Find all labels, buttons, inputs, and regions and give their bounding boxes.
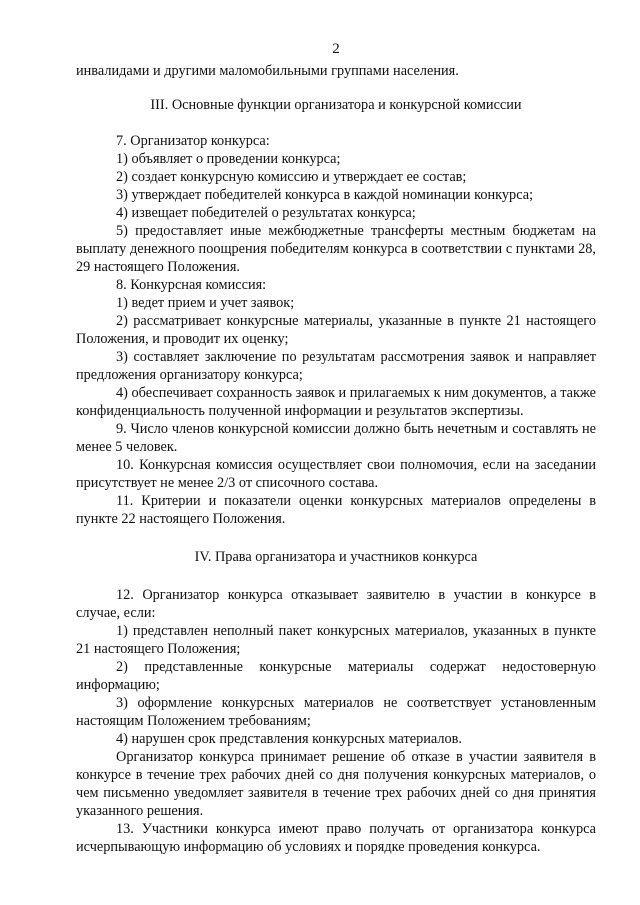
paragraph-12-item-1: 1) представлен неполный пакет конкурсных материалов, указанных в пункте 21 настоящего Положения; xyxy=(76,623,596,657)
paragraph-7-item-4: 4) извещает победителей о результатах конкурса; xyxy=(116,205,416,221)
continued-line: инвалидами и другими маломобильными группами населения. xyxy=(76,63,459,79)
document-page xyxy=(76,40,596,856)
paragraph-8: 8. Конкурсная комиссия: xyxy=(116,277,267,293)
paragraph-8-item-2: 2) рассматривает конкурсные материалы, указанные в пункте 21 настоящего Положения, и проводит их оценку; xyxy=(76,313,596,347)
paragraph-7: 7. Организатор конкурса: xyxy=(116,133,270,149)
section-4-title: IV. Права организатора и участников конкурса xyxy=(194,549,478,565)
paragraph-13: 13. Участники конкурса имеют право получать от организатора конкурса исчерпывающую информацию об условиях и порядке проведения конкурса. xyxy=(76,821,596,855)
paragraph-12-item-4: 4) нарушен срок представления конкурсных материалов. xyxy=(116,731,462,747)
paragraph-7-item-1: 1) объявляет о проведении конкурса; xyxy=(116,151,341,167)
section-3-title: III. Основные функции организатора и конкурсной комиссии xyxy=(150,97,522,113)
paragraph-10: 10. Конкурсная комиссия осуществляет свои полномочия, если на заседании присутствует не менее 2/3 от списочного состава. xyxy=(76,457,596,491)
paragraph-8-item-1: 1) ведет прием и учет заявок; xyxy=(116,295,295,311)
paragraph-7-item-2: 2) создает конкурсную комиссию и утверждает ее состав; xyxy=(116,169,467,185)
paragraph-7-item-3: 3) утверждает победителей конкурса в каждой номинации конкурса; xyxy=(116,187,534,203)
page-number: 2 xyxy=(332,41,340,57)
paragraph-12-item-3: 3) оформление конкурсных материалов не соответствует установленным настоящим Положением требованиям; xyxy=(76,695,596,729)
paragraph-8-item-3: 3) составляет заключение по результатам рассмотрения заявок и направляет предложения организатору конкурса; xyxy=(76,349,596,383)
paragraph-7-item-5: 5) предоставляет иные межбюджетные трансферты местным бюджетам на выплату денежного поощрения победителям конкурса в соответствии с пунктами 28, 29 настоящего Положения. xyxy=(76,223,596,275)
paragraph-9: 9. Число членов конкурсной комиссии должно быть нечетным и составлять не менее 5 человек. xyxy=(76,421,596,455)
paragraph-8-item-4: 4) обеспечивает сохранность заявок и прилагаемых к ним документов, а также конфиденциальность полученной информации и результатов экспертизы. xyxy=(76,385,596,419)
paragraph-12-item-2: 2) представленные конкурсные материалы содержат недостоверную информацию; xyxy=(76,659,596,693)
paragraph-11: 11. Критерии и показатели оценки конкурсных материалов определены в пункте 22 настоящего Положения. xyxy=(76,493,596,527)
paragraph-12: 12. Организатор конкурса отказывает заявителю в участии в конкурсе в случае, если: xyxy=(76,587,596,621)
paragraph-12-decision: Организатор конкурса принимает решение об отказе в участии заявителя в конкурсе в течение трех рабочих дней со дня получения конкурсных материалов, о чем письменно уведомляет заявителя в течение трех рабочих дней со дня принятия указанного решения. xyxy=(76,749,596,819)
